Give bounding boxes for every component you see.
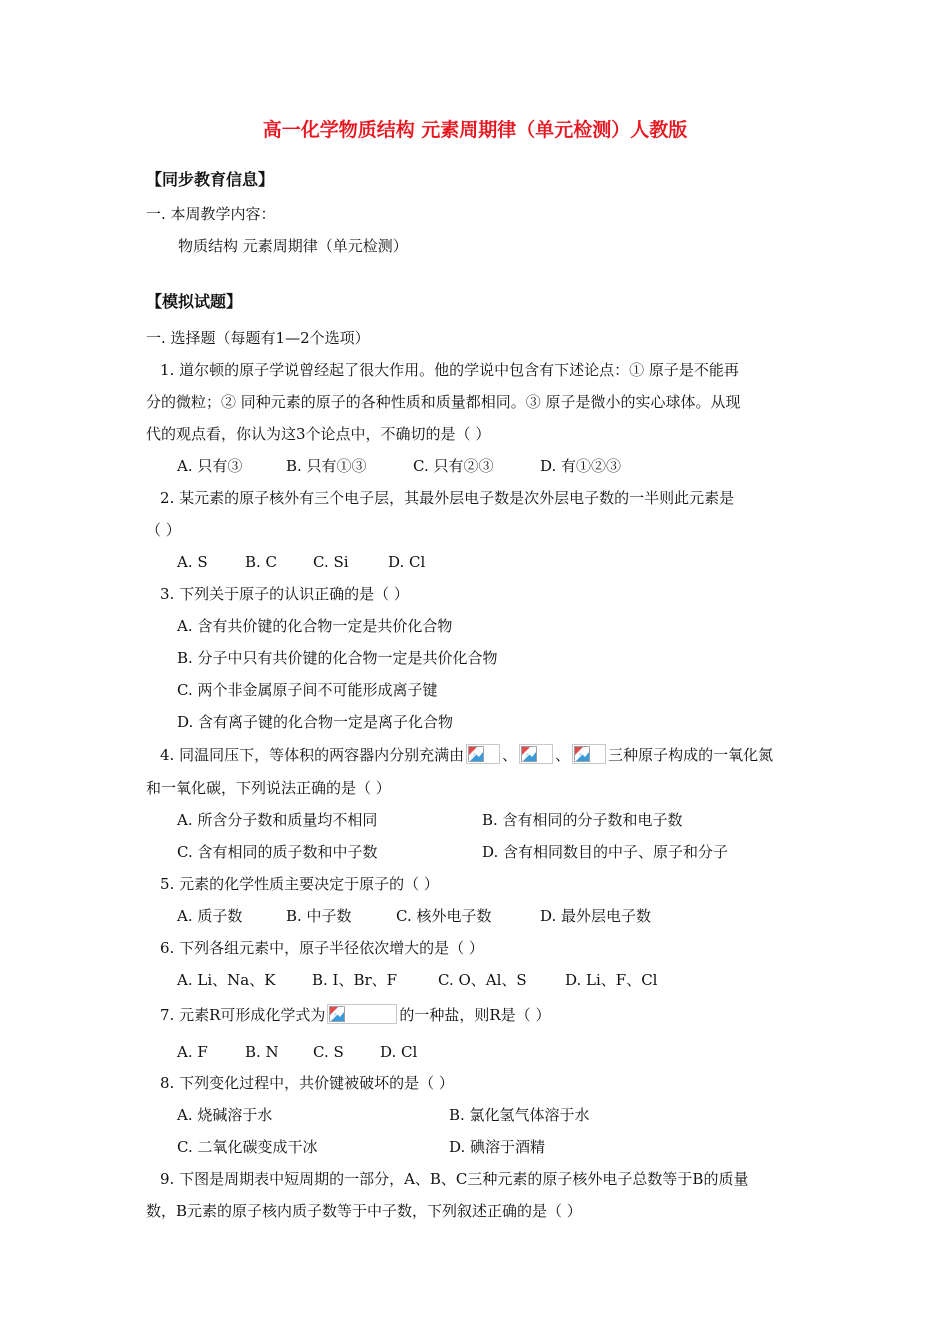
q2-option-c: C. Si	[313, 553, 349, 571]
q6-line1: 6. 下列各组元素中，原子半径依次增大的是（ ）	[160, 939, 484, 957]
q4-option-a: A. 所含分子数和质量均不相同	[177, 811, 378, 829]
q2-option-d: D. Cl	[388, 553, 426, 571]
q6-option-d: D. Li、F、Cl	[565, 971, 658, 989]
q4-separator-2: 、	[555, 746, 571, 764]
q3-option-a: A. 含有共价键的化合物一定是共价化合物	[177, 617, 453, 635]
q4-line2: 和一氧化碳，下列说法正确的是（ ）	[146, 779, 391, 797]
page-title: 高一化学物质结构 元素周期律（单元检测）人教版	[262, 119, 688, 141]
q6-option-a: A. Li、Na、K	[177, 971, 276, 989]
q1-line3: 代的观点看，你认为这3个论点中，不确切的是（ ）	[146, 425, 491, 443]
q2-line1: 2. 某元素的原子核外有三个电子层，其最外层电子数是次外层电子数的一半则此元素是	[160, 489, 735, 507]
q8-option-a: A. 烧碱溶于水	[177, 1106, 273, 1124]
q2-line2: （ ）	[146, 521, 181, 539]
q3-option-b: B. 分子中只有共价键的化合物一定是共价化合物	[177, 649, 498, 667]
q3-option-c: C. 两个非金属原子间不可能形成离子键	[177, 681, 438, 699]
broken-image-icon	[572, 744, 606, 764]
teaching-content-label: 一. 本周教学内容：	[146, 205, 276, 223]
q7-line1-end: 的一种盐，则R是（ ）	[399, 1006, 551, 1024]
broken-image-icon	[466, 744, 500, 764]
q4-line1-start: 4. 同温同压下，等体积的两容器内分别充满由	[160, 746, 465, 764]
q1-option-c: C. 只有②③	[413, 457, 494, 475]
q1-option-a: A. 只有③	[177, 457, 243, 475]
q4-option-c: C. 含有相同的质子数和中子数	[177, 843, 378, 861]
q4-line1-end: 三种原子构成的一氧化氮	[608, 746, 774, 764]
q2-option-b: B. C	[245, 553, 278, 571]
q8-option-d: D. 碘溶于酒精	[449, 1138, 546, 1156]
q4-option-d: D. 含有相同数目的中子、原子和分子	[482, 843, 729, 861]
section-heading-sync-info: 【同步教育信息】	[146, 170, 275, 189]
q7-option-c: C. S	[313, 1043, 344, 1061]
q1-line2: 分的微粒；② 同种元素的原子的各种性质和质量都相同。③ 原子是微小的实心球体。从现	[146, 393, 741, 411]
q3-option-d: D. 含有离子键的化合物一定是离子化合物	[177, 713, 454, 731]
q7-option-a: A. F	[177, 1043, 208, 1061]
q4-line1	[160, 744, 773, 765]
q8-line1: 8. 下列变化过程中，共价键被破坏的是（ ）	[160, 1074, 454, 1092]
q3-line1: 3. 下列关于原子的认识正确的是（ ）	[160, 585, 409, 603]
q1-option-d: D. 有①②③	[540, 457, 622, 475]
q5-option-d: D. 最外层电子数	[540, 907, 652, 925]
q5-option-c: C. 核外电子数	[396, 907, 492, 925]
q9-line1: 9. 下图是周期表中短周期的一部分，A、B、C三种元素的原子核外电子总数等于B的质量	[160, 1170, 749, 1188]
q5-option-a: A. 质子数	[177, 907, 243, 925]
q7-option-b: B. N	[245, 1043, 279, 1061]
q8-option-c: C. 二氧化碳变成干冰	[177, 1138, 318, 1156]
q4-separator-1: 、	[502, 746, 518, 764]
teaching-content-text: 物质结构 元素周期律（单元检测）	[178, 237, 408, 255]
q5-option-b: B. 中子数	[286, 907, 352, 925]
broken-image-icon	[327, 1004, 397, 1024]
q7-line1	[160, 1004, 550, 1025]
part-multiple-choice-heading: 一. 选择题（每题有1—2个选项）	[146, 329, 370, 347]
q5-line1: 5. 元素的化学性质主要决定于原子的（ ）	[160, 875, 439, 893]
q4-option-b: B. 含有相同的分子数和电子数	[482, 811, 683, 829]
section-heading-mock-test: 【模拟试题】	[146, 292, 243, 311]
q1-option-b: B. 只有①③	[286, 457, 367, 475]
broken-image-icon	[519, 744, 553, 764]
q7-line1-start: 7. 元素R可形成化学式为	[160, 1006, 326, 1024]
q8-option-b: B. 氯化氢气体溶于水	[449, 1106, 590, 1124]
q6-option-b: B. I、Br、F	[312, 971, 398, 989]
q7-option-d: D. Cl	[380, 1043, 418, 1061]
q9-line2: 数，B元素的原子核内质子数等于中子数，下列叙述正确的是（ ）	[146, 1202, 582, 1220]
q1-line1: 1. 道尔顿的原子学说曾经起了很大作用。他的学说中包含有下述论点：① 原子是不能再	[160, 361, 739, 379]
q6-option-c: C. O、Al、S	[438, 971, 527, 989]
q2-option-a: A. S	[177, 553, 208, 571]
